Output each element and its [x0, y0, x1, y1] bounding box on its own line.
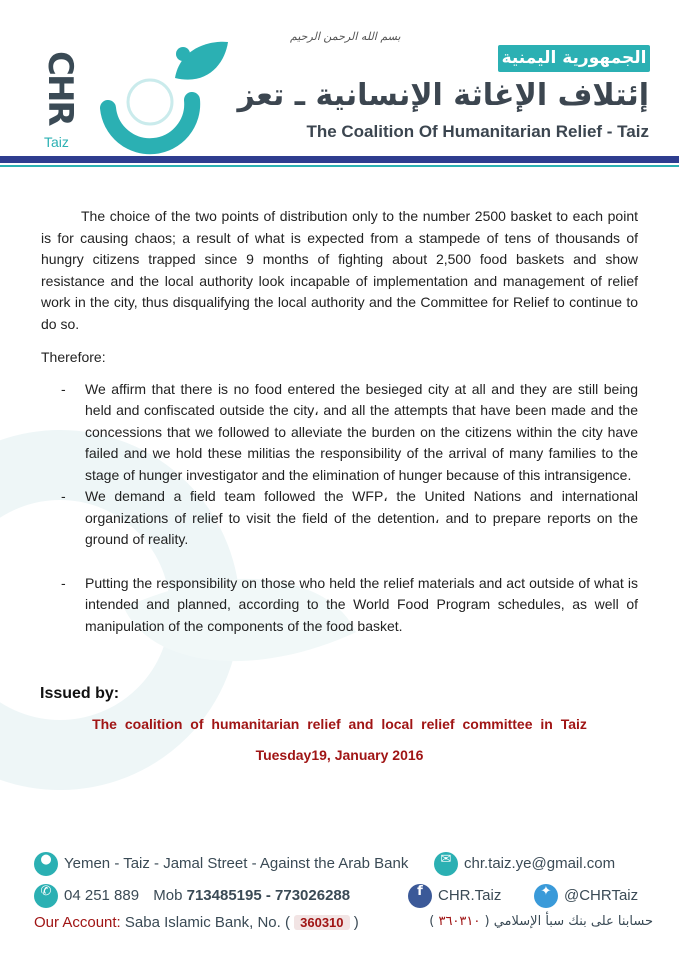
list-item — [41, 486, 638, 551]
account-line: Our Account: Saba Islamic Bank, No. ( 360310 ) — [34, 914, 359, 931]
twitter-line[interactable] — [534, 884, 638, 908]
mobile: 713485195 - 773026288 — [186, 886, 351, 904]
phone: 04 251 889 — [64, 886, 140, 904]
twitter-icon: ✦ — [534, 884, 558, 908]
chr-logo — [40, 38, 190, 158]
list-item — [41, 379, 638, 487]
bullet-marker: - — [61, 380, 66, 397]
header-divider-accent — [0, 165, 679, 167]
basmala: بسم الله الرحمن الرحيم — [290, 30, 401, 43]
list-item — [41, 573, 638, 638]
list-item-text: Putting the responsibility on those who held the relief materials and act outside of what is intended and planned, according to the World Food Program schedules, as well of manipulation of the components of the food basket. — [85, 574, 638, 634]
list-item-text: We demand a field team followed the WFP، the United Nations and international organizations of relief to visit the field of the detention، and to prepare reports on the ground of reality. — [85, 488, 638, 547]
arabic-title: إئتلاف الإغاثة الإنسانية ـ تعز — [237, 78, 649, 113]
issued-by-label: Issued by: — [40, 685, 120, 702]
issue-date: Tuesday19, January 2016 — [255, 747, 424, 763]
bullet-marker: - — [61, 488, 66, 504]
logo-leaf-icon — [80, 38, 230, 158]
therefore-heading: Therefore: — [41, 349, 106, 365]
english-title: The Coalition Of Humanitarian Relief - Taiz — [306, 122, 649, 141]
email-line[interactable] — [434, 852, 615, 876]
arabic-account-line: حسابنا على بنك سبأ الإسلامي ( ٣٦٠٣١٠ ) — [429, 914, 653, 929]
twitter-handle[interactable]: @CHRTaiz — [564, 886, 639, 904]
account-number: 360310 — [294, 915, 349, 930]
facebook-icon: f — [408, 884, 432, 908]
bullet-marker: - — [61, 574, 66, 591]
address-line — [34, 852, 408, 876]
logo-letters: CHR — [40, 51, 80, 125]
republic-label: الجمهورية اليمنية — [498, 45, 650, 72]
email[interactable]: chr.taiz.ye@gmail.com — [464, 854, 616, 872]
letter-body — [41, 206, 638, 637]
arabic-account-text: حسابنا على بنك سبأ الإسلامي — [493, 914, 653, 929]
demands-list — [41, 379, 638, 638]
phone-line — [34, 884, 350, 908]
issuer-name: The coalition of humanitarian relief and local relief committee in Taiz — [92, 716, 587, 732]
location-pin-icon: ● — [34, 852, 58, 876]
paragraph: The choice of the two points of distribution only to the number 2500 basket to each point is for causing chaos; a result of what is expected from a stampede of tens of thousands of hungry citizens trapped since 9 months of fighting about 2,500 food baskets and show resistance and the local authority look incapable of implementation and management of relief work in the city, thus disqualifying the local authority and the Committee for Relief to continue to do so. — [41, 208, 638, 332]
phone-icon: ✆ — [34, 884, 58, 908]
email-icon: ✉ — [434, 852, 458, 876]
arabic-account-number: ٣٦٠٣١٠ — [438, 914, 481, 929]
address: Yemen - Taiz - Jamal Street - Against the Arab Bank — [64, 854, 409, 872]
list-item-text: We affirm that there is no food entered the besieged city at all and they are still being held and confiscated outside the city، and all the attempts that have been made and the concessions that we followed to alleviate the burden on the citizens within the city have failed and we hold these militias the responsibility of the arrival of many families to the stage of hunger investigator and the elimination of hunger because of this intransigence. — [85, 380, 638, 483]
logo-city: Taiz — [44, 134, 69, 150]
account-label: Our Account: — [34, 914, 121, 931]
account-bank: Saba Islamic Bank, No. — [124, 914, 281, 931]
facebook-handle[interactable]: CHR.Taiz — [438, 886, 502, 904]
facebook-line[interactable] — [408, 884, 501, 908]
mob-label: Mob — [153, 886, 183, 904]
header-divider — [0, 156, 679, 163]
